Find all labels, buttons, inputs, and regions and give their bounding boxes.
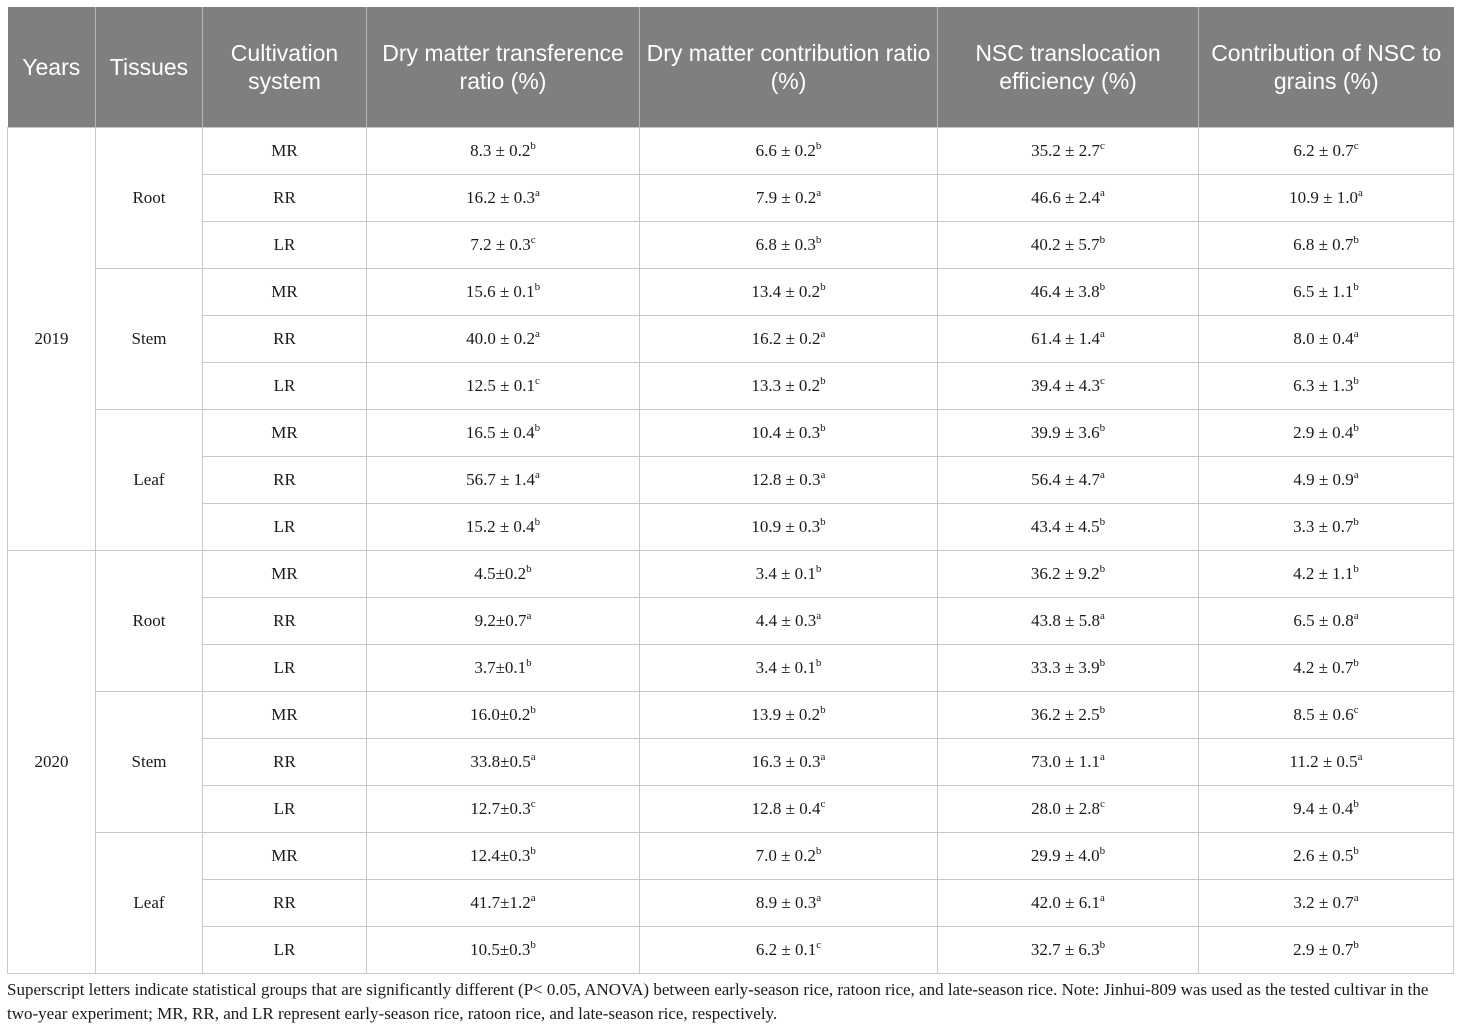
data-table: [7, 7, 1454, 974]
value-text: 4.2 ± 1.1: [1293, 564, 1354, 583]
value-text: 13.4 ± 0.2: [751, 282, 821, 301]
system-cell: MR: [203, 833, 367, 880]
significance-letter: a: [534, 469, 540, 481]
value-text: 43.4 ± 4.5: [1030, 517, 1100, 536]
significance-letter: a: [1099, 469, 1105, 481]
significance-letter: b: [1353, 939, 1359, 951]
value-text: 3.4 ± 0.1: [755, 658, 816, 677]
system-cell: RR: [203, 175, 367, 222]
value-cell: [640, 128, 938, 175]
value-cell: [640, 598, 938, 645]
system-cell: LR: [203, 927, 367, 974]
significance-letter: b: [1099, 845, 1106, 857]
significance-letter: c: [530, 798, 536, 810]
value-text: 43.8 ± 5.8: [1031, 611, 1100, 630]
value-cell: [1199, 222, 1454, 269]
significance-letter: a: [1099, 610, 1105, 622]
header-nsc-contribution: Contribution of NSC to grains (%): [1199, 7, 1454, 128]
significance-letter: c: [530, 234, 536, 246]
significance-letter: b: [1099, 516, 1106, 528]
value-text: 10.4 ± 0.3: [751, 423, 821, 442]
system-cell: LR: [203, 786, 367, 833]
significance-letter: b: [530, 704, 536, 716]
value-cell: [1199, 363, 1454, 410]
value-cell: [367, 128, 640, 175]
value-text: 13.9 ± 0.2: [751, 705, 821, 724]
system-cell: LR: [203, 222, 367, 269]
significance-letter: b: [1353, 375, 1359, 387]
value-text: 8.9 ± 0.3: [755, 893, 817, 912]
system-cell: RR: [203, 880, 367, 927]
significance-letter: a: [1353, 610, 1359, 622]
value-cell: [1199, 692, 1454, 739]
value-cell: [938, 551, 1199, 598]
header-cultivation-system: Cultivation system: [203, 7, 367, 128]
significance-letter: b: [530, 140, 536, 152]
value-text: 6.5 ± 0.8: [1293, 611, 1354, 630]
value-cell: [938, 504, 1199, 551]
value-text: 40.2 ± 5.7: [1030, 235, 1100, 254]
value-cell: [1199, 410, 1454, 457]
value-cell: [1199, 786, 1454, 833]
significance-letter: b: [815, 845, 822, 857]
significance-letter: b: [815, 563, 822, 575]
significance-letter: b: [1353, 234, 1359, 246]
value-cell: [1199, 457, 1454, 504]
significance-letter: b: [1353, 563, 1359, 575]
value-cell: [367, 363, 640, 410]
value-text: 39.4 ± 4.3: [1031, 376, 1100, 395]
value-cell: [938, 739, 1199, 786]
value-cell: [1199, 598, 1454, 645]
value-text: 42.0 ± 6.1: [1031, 893, 1100, 912]
value-cell: [367, 786, 640, 833]
value-cell: [367, 551, 640, 598]
value-cell: [1199, 927, 1454, 974]
tissue-cell: Leaf: [96, 410, 203, 551]
significance-letter: b: [1099, 281, 1106, 293]
significance-letter: c: [1099, 140, 1105, 152]
value-text: 15.2 ± 0.4: [465, 517, 535, 536]
significance-letter: b: [815, 657, 822, 669]
significance-letter: a: [530, 892, 536, 904]
significance-letter: b: [526, 563, 532, 575]
significance-letter: a: [816, 187, 822, 199]
value-text: 16.0±0.2: [470, 705, 531, 724]
value-text: 16.2 ± 0.3: [466, 188, 535, 207]
table-row: [8, 645, 1454, 692]
significance-letter: a: [1357, 187, 1363, 199]
significance-letter: b: [820, 422, 826, 434]
value-text: 9.4 ± 0.4: [1293, 799, 1354, 818]
table-row: [8, 316, 1454, 363]
value-cell: [640, 504, 938, 551]
value-text: 12.5 ± 0.1: [466, 376, 535, 395]
significance-letter: c: [1099, 798, 1105, 810]
value-text: 6.2 ± 0.7: [1293, 141, 1354, 160]
tissue-cell: Stem: [96, 692, 203, 833]
value-text: 11.2 ± 0.5: [1289, 752, 1358, 771]
value-cell: [938, 269, 1199, 316]
significance-letter: a: [1353, 892, 1359, 904]
significance-letter: a: [1353, 328, 1359, 340]
system-cell: MR: [203, 551, 367, 598]
value-cell: [938, 457, 1199, 504]
value-cell: [367, 457, 640, 504]
value-text: 35.2 ± 2.7: [1031, 141, 1100, 160]
year-cell: 2019: [8, 128, 96, 551]
significance-letter: a: [820, 751, 826, 763]
significance-letter: b: [815, 234, 822, 246]
value-text: 2.9 ± 0.4: [1293, 423, 1354, 442]
significance-letter: b: [526, 657, 532, 669]
system-cell: LR: [203, 504, 367, 551]
value-cell: [938, 927, 1199, 974]
system-cell: RR: [203, 739, 367, 786]
value-text: 8.5 ± 0.6: [1293, 705, 1354, 724]
value-cell: [367, 410, 640, 457]
significance-letter: c: [1353, 140, 1359, 152]
significance-letter: a: [1357, 751, 1363, 763]
table-row: [8, 175, 1454, 222]
value-text: 3.7±0.1: [474, 658, 527, 677]
significance-letter: b: [1353, 845, 1359, 857]
value-cell: [1199, 128, 1454, 175]
value-cell: [367, 739, 640, 786]
value-cell: [367, 504, 640, 551]
significance-letter: a: [820, 469, 826, 481]
value-text: 29.9 ± 4.0: [1030, 846, 1100, 865]
tissue-cell: Root: [96, 551, 203, 692]
significance-letter: a: [526, 610, 532, 622]
value-text: 56.4 ± 4.7: [1031, 470, 1100, 489]
table-row: [8, 739, 1454, 786]
significance-letter: b: [1353, 422, 1359, 434]
value-text: 10.9 ± 0.3: [751, 517, 821, 536]
value-text: 12.8 ± 0.4: [751, 799, 821, 818]
table-header-row: [8, 7, 1454, 128]
value-cell: [938, 833, 1199, 880]
value-cell: [367, 833, 640, 880]
value-cell: [938, 692, 1199, 739]
value-cell: [640, 833, 938, 880]
header-nsc-efficiency: NSC translocation efficiency (%): [938, 7, 1199, 128]
significance-letter: b: [534, 281, 541, 293]
value-cell: [640, 410, 938, 457]
significance-letter: c: [816, 939, 822, 951]
value-cell: [1199, 645, 1454, 692]
value-text: 33.8±0.5: [470, 752, 531, 771]
significance-letter: b: [1099, 422, 1106, 434]
value-text: 4.4 ± 0.3: [755, 611, 817, 630]
significance-letter: b: [1099, 704, 1106, 716]
system-cell: LR: [203, 645, 367, 692]
header-years: Years: [8, 7, 96, 128]
value-cell: [640, 880, 938, 927]
significance-letter: b: [530, 845, 536, 857]
significance-letter: a: [1099, 892, 1105, 904]
value-cell: [640, 222, 938, 269]
table-row: [8, 786, 1454, 833]
table-row: [8, 927, 1454, 974]
header-tissues: Tissues: [96, 7, 203, 128]
value-text: 33.3 ± 3.9: [1030, 658, 1100, 677]
value-text: 8.3 ± 0.2: [470, 141, 531, 160]
table-row: [8, 222, 1454, 269]
value-text: 3.2 ± 0.7: [1293, 893, 1354, 912]
value-cell: [367, 692, 640, 739]
table-row: [8, 880, 1454, 927]
tissue-cell: Root: [96, 128, 203, 269]
value-cell: [640, 927, 938, 974]
significance-letter: b: [1099, 563, 1106, 575]
system-cell: MR: [203, 410, 367, 457]
tissue-cell: Leaf: [96, 833, 203, 974]
significance-letter: a: [530, 751, 536, 763]
value-text: 3.3 ± 0.7: [1293, 517, 1354, 536]
value-cell: [1199, 269, 1454, 316]
value-text: 4.5±0.2: [474, 564, 527, 583]
value-text: 61.4 ± 1.4: [1031, 329, 1100, 348]
value-text: 73.0 ± 1.1: [1031, 752, 1100, 771]
year-cell: 2020: [8, 551, 96, 974]
value-cell: [367, 316, 640, 363]
value-cell: [367, 598, 640, 645]
value-cell: [938, 175, 1199, 222]
value-cell: [640, 457, 938, 504]
value-text: 2.9 ± 0.7: [1293, 940, 1354, 959]
table-row: [8, 363, 1454, 410]
value-cell: [640, 316, 938, 363]
header-dm-contribution: Dry matter contribution ratio (%): [640, 7, 938, 128]
table-row: [8, 269, 1454, 316]
significance-letter: b: [1353, 281, 1359, 293]
significance-letter: b: [1353, 798, 1359, 810]
value-text: 4.2 ± 0.7: [1293, 658, 1354, 677]
value-cell: [1199, 880, 1454, 927]
significance-letter: b: [1099, 657, 1106, 669]
value-cell: [640, 269, 938, 316]
value-cell: [1199, 551, 1454, 598]
value-cell: [367, 222, 640, 269]
significance-letter: b: [820, 281, 826, 293]
significance-letter: b: [534, 422, 541, 434]
value-cell: [938, 128, 1199, 175]
value-cell: [367, 645, 640, 692]
value-text: 6.6 ± 0.2: [755, 141, 816, 160]
significance-letter: c: [820, 798, 826, 810]
header-dm-transference: Dry matter transference ratio (%): [367, 7, 640, 128]
significance-letter: b: [1353, 516, 1359, 528]
value-text: 16.5 ± 0.4: [465, 423, 535, 442]
value-text: 6.5 ± 1.1: [1293, 282, 1354, 301]
significance-letter: a: [1353, 469, 1359, 481]
system-cell: MR: [203, 128, 367, 175]
value-text: 46.6 ± 2.4: [1031, 188, 1100, 207]
value-cell: [938, 363, 1199, 410]
value-text: 6.8 ± 0.3: [755, 235, 816, 254]
significance-letter: b: [1099, 939, 1106, 951]
significance-letter: b: [815, 140, 822, 152]
significance-letter: a: [534, 328, 540, 340]
value-text: 46.4 ± 3.8: [1030, 282, 1100, 301]
value-cell: [938, 410, 1199, 457]
table-footnote: Superscript letters indicate statistical groups that are significantly different (P< 0.05, ANOVA) between early-season rice, ratoon rice, and late-season rice. Note: Jinhui-809 was used as the tested cultivar in the two-year experiment; MR, RR, and LR represent early-season rice, ratoon rice, and late-season rice, respectively.: [7, 980, 1429, 1023]
value-text: 41.7±1.2: [470, 893, 531, 912]
system-cell: LR: [203, 363, 367, 410]
table-row: [8, 692, 1454, 739]
value-text: 12.7±0.3: [470, 799, 531, 818]
value-cell: [367, 175, 640, 222]
significance-letter: b: [1353, 657, 1359, 669]
value-cell: [640, 363, 938, 410]
table-row: [8, 598, 1454, 645]
significance-letter: a: [816, 610, 822, 622]
value-text: 39.9 ± 3.6: [1030, 423, 1100, 442]
data-table-container: [7, 7, 1453, 974]
value-text: 2.6 ± 0.5: [1293, 846, 1354, 865]
value-cell: [640, 692, 938, 739]
value-text: 10.9 ± 1.0: [1289, 188, 1358, 207]
significance-letter: a: [1099, 751, 1105, 763]
value-cell: [640, 175, 938, 222]
value-text: 15.6 ± 0.1: [465, 282, 535, 301]
value-text: 40.0 ± 0.2: [466, 329, 535, 348]
table-row: [8, 504, 1454, 551]
system-cell: RR: [203, 316, 367, 363]
value-cell: [367, 927, 640, 974]
value-text: 28.0 ± 2.8: [1031, 799, 1100, 818]
value-text: 36.2 ± 9.2: [1030, 564, 1100, 583]
value-cell: [1199, 833, 1454, 880]
significance-letter: a: [1099, 187, 1105, 199]
value-text: 6.8 ± 0.7: [1293, 235, 1354, 254]
value-cell: [640, 739, 938, 786]
table-row: [8, 410, 1454, 457]
value-cell: [640, 551, 938, 598]
value-cell: [1199, 316, 1454, 363]
value-text: 32.7 ± 6.3: [1030, 940, 1100, 959]
value-text: 7.9 ± 0.2: [755, 188, 817, 207]
value-cell: [938, 598, 1199, 645]
value-text: 16.2 ± 0.2: [751, 329, 821, 348]
table-body: [8, 128, 1454, 974]
system-cell: RR: [203, 457, 367, 504]
value-cell: [938, 880, 1199, 927]
table-row: [8, 551, 1454, 598]
value-cell: [640, 786, 938, 833]
value-text: 12.8 ± 0.3: [751, 470, 821, 489]
significance-letter: b: [1099, 234, 1106, 246]
significance-letter: c: [534, 375, 540, 387]
value-text: 8.0 ± 0.4: [1293, 329, 1354, 348]
value-cell: [938, 222, 1199, 269]
value-cell: [367, 880, 640, 927]
value-text: 9.2±0.7: [474, 611, 527, 630]
value-cell: [1199, 175, 1454, 222]
significance-letter: a: [820, 328, 826, 340]
table-row: [8, 833, 1454, 880]
value-cell: [367, 269, 640, 316]
table-row: [8, 128, 1454, 175]
value-cell: [938, 786, 1199, 833]
value-text: 4.9 ± 0.9: [1293, 470, 1354, 489]
significance-letter: c: [1353, 704, 1359, 716]
system-cell: MR: [203, 269, 367, 316]
value-cell: [640, 645, 938, 692]
value-text: 13.3 ± 0.2: [751, 376, 821, 395]
value-text: 10.5±0.3: [470, 940, 531, 959]
value-text: 36.2 ± 2.5: [1030, 705, 1100, 724]
significance-letter: a: [534, 187, 540, 199]
value-cell: [938, 645, 1199, 692]
value-text: 7.2 ± 0.3: [470, 235, 531, 254]
significance-letter: a: [816, 892, 822, 904]
system-cell: MR: [203, 692, 367, 739]
value-text: 6.2 ± 0.1: [755, 940, 817, 959]
value-cell: [1199, 739, 1454, 786]
value-cell: [938, 316, 1199, 363]
value-cell: [1199, 504, 1454, 551]
value-text: 6.3 ± 1.3: [1293, 376, 1354, 395]
tissue-cell: Stem: [96, 269, 203, 410]
significance-letter: b: [820, 516, 826, 528]
system-cell: RR: [203, 598, 367, 645]
value-text: 12.4±0.3: [470, 846, 531, 865]
value-text: 7.0 ± 0.2: [755, 846, 816, 865]
significance-letter: c: [1099, 375, 1105, 387]
value-text: 56.7 ± 1.4: [466, 470, 535, 489]
significance-letter: b: [820, 375, 826, 387]
significance-letter: b: [820, 704, 826, 716]
significance-letter: a: [1099, 328, 1105, 340]
significance-letter: b: [534, 516, 541, 528]
table-row: [8, 457, 1454, 504]
value-text: 3.4 ± 0.1: [755, 564, 816, 583]
significance-letter: b: [530, 939, 536, 951]
value-text: 16.3 ± 0.3: [751, 752, 821, 771]
